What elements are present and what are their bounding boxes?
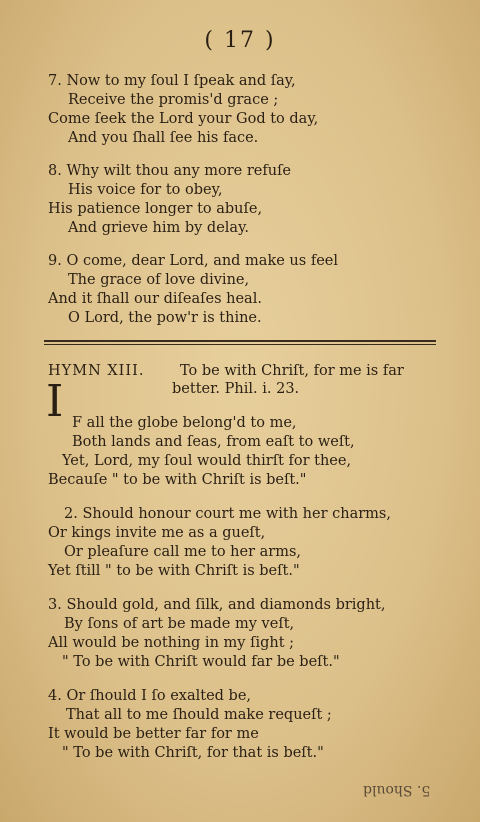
verse-line: 2. Should honour court me with her charms, <box>64 506 391 522</box>
verse-line: Or kings invite me as a gueſt, <box>48 525 266 541</box>
hymn-subtitle: To be with Chriſt, for me is far <box>180 363 404 379</box>
double-rule <box>44 340 436 342</box>
verse-line: Becauſe " to be with Chriſt is beſt." <box>48 472 307 488</box>
verse-line: 3. Should gold, and ſilk, and diamonds bright, <box>48 597 386 613</box>
verse-line: 9. O come, dear Lord, and make us feel <box>48 253 338 269</box>
verse-line: And it ſhall our diſeaſes heal. <box>48 291 262 307</box>
verse-line: Yet ſtill " to be with Chriſt is beſt." <box>48 563 300 579</box>
verse-line: 8. Why wilt thou any more refuſe <box>48 163 292 179</box>
double-rule <box>44 344 436 345</box>
verse-line: And you ſhall ſee his face. <box>68 130 259 146</box>
verse-line: O Lord, the pow'r is thine. <box>68 310 262 326</box>
verse-line: Receive the promis'd grace ; <box>68 92 279 108</box>
verse-line: " To be with Chriſt, for that is beſt." <box>62 745 324 761</box>
verse-line: Both lands and ſeas, from eaſt to weſt, <box>72 434 355 450</box>
verse-line: His patience longer to abuſe, <box>48 201 263 217</box>
verse-line: That all to me ſhould make requeſt ; <box>66 707 332 723</box>
verse-line: His voice for to obey, <box>68 182 223 198</box>
verse-line: 7. Now to my ſoul I ſpeak and ſay, <box>48 73 296 89</box>
hymn-subtitle: better. Phil. i. 23. <box>172 381 300 397</box>
drop-cap: I <box>46 376 64 427</box>
verse-line: " To be with Chriſt would far be beſt." <box>62 654 340 670</box>
verse-line: F all the globe belong'd to me, <box>72 415 297 431</box>
verse-line: 4. Or ſhould I ſo exalted be, <box>48 688 252 704</box>
hymn-heading: HYMN XIII. <box>48 363 145 379</box>
verse-line: Come ſeek the Lord your God to day, <box>48 111 319 127</box>
verse-line: All would be nothing in my ſight ; <box>48 635 295 651</box>
page-number: ( 17 ) <box>204 28 276 53</box>
verse-line: Or pleaſure call me to her arms, <box>64 544 301 560</box>
verse-line: The grace of love divine, <box>68 272 250 288</box>
verse-line: It would be better far for me <box>48 726 259 742</box>
verse-line: By ſons of art be made my veſt, <box>64 616 295 632</box>
catchword: 5. Should <box>362 782 430 798</box>
verse-line: Yet, Lord, my ſoul would thirſt for thee, <box>62 453 352 469</box>
verse-line: And grieve him by delay. <box>68 220 249 236</box>
